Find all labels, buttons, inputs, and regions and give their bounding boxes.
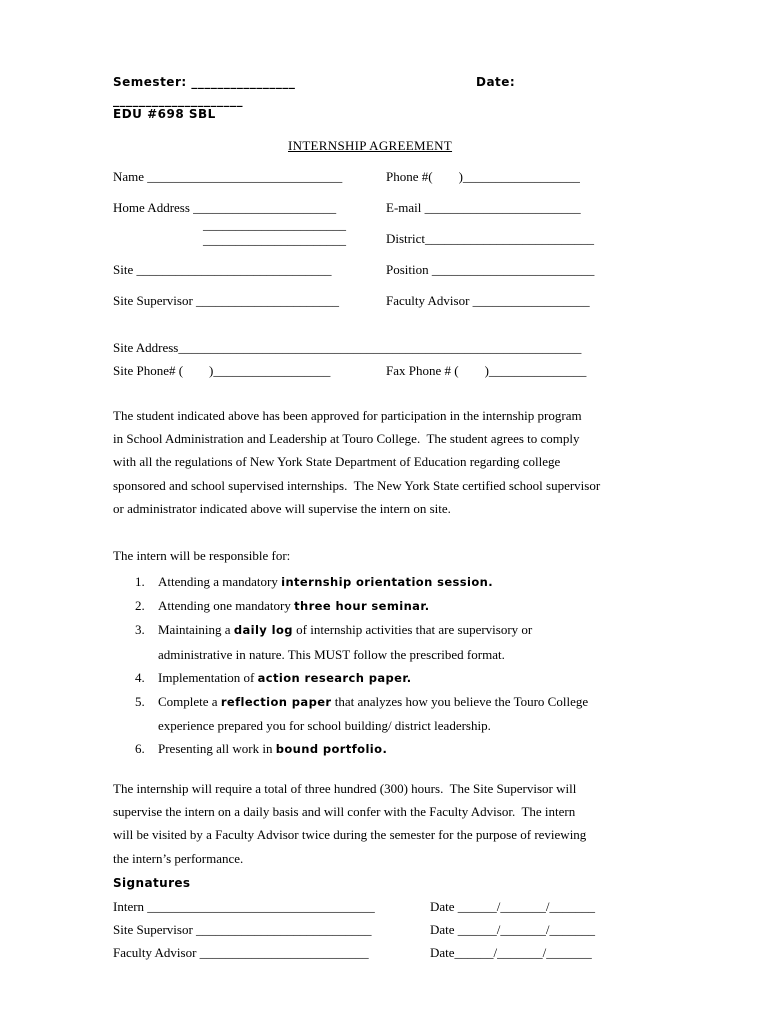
signatures-heading: Signatures: [113, 876, 191, 890]
home-address-line-2[interactable]: ______________________: [203, 217, 346, 232]
list-number: 3.: [135, 622, 145, 638]
name-field[interactable]: Name ______________________________: [113, 169, 343, 184]
site-supervisor-field[interactable]: Site Supervisor ______________________: [113, 293, 340, 308]
paragraph-line: The internship will require a total of three hundred (300) hours. The Site Supervisor will: [113, 781, 577, 796]
faculty-advisor-signature-field[interactable]: Faculty Advisor __________________________: [113, 945, 369, 960]
responsibilities-list: [113, 570, 678, 762]
responsibilities-intro: The intern will be responsible for:: [113, 548, 291, 563]
home-address-line-3[interactable]: ______________________: [203, 232, 346, 247]
list-item: [135, 666, 678, 690]
site-phone-field[interactable]: Site Phone# ( )__________________: [113, 363, 331, 378]
date-blank-line[interactable]: ____________________: [113, 93, 243, 107]
list-number: 6.: [135, 741, 145, 757]
site-address-field[interactable]: Site Address______________________________________________________________: [113, 340, 582, 355]
paragraph-line: supervise the intern on a daily basis and will confer with the Faculty Advisor. The intern: [113, 804, 576, 820]
item-text: Maintaining a: [158, 622, 234, 638]
site-supervisor-date-field[interactable]: Date ______/_______/_______: [430, 922, 596, 937]
paragraph-line: will be visited by a Faculty Advisor twice during the semester for the purpose of reviewing: [113, 827, 587, 843]
list-number: 5.: [135, 694, 145, 710]
faculty-advisor-field[interactable]: Faculty Advisor __________________: [386, 293, 590, 308]
paragraph-line: with all the regulations of New York State Department of Education regarding college: [113, 454, 561, 470]
home-address-field[interactable]: Home Address ______________________: [113, 200, 337, 215]
faculty-advisor-date-field[interactable]: Date______/_______/_______: [430, 945, 592, 960]
list-item: [135, 690, 678, 737]
item-text: Implementation of: [158, 669, 258, 685]
item-text-after: that analyzes how you believe the Touro College: [331, 694, 589, 710]
item-text: Attending one mandatory: [158, 598, 295, 614]
site-field[interactable]: Site ______________________________: [113, 262, 332, 277]
list-item: [135, 570, 678, 594]
list-number: 2.: [135, 598, 145, 614]
intern-date-field[interactable]: Date ______/_______/_______: [430, 899, 596, 914]
item-text: Presenting all work in: [158, 741, 276, 757]
list-item: [135, 594, 678, 618]
paragraph-line: in School Administration and Leadership at Touro College. The student agrees to comply: [113, 431, 580, 447]
hours-paragraph: [113, 777, 673, 870]
item-bold-text: reflection paper: [220, 695, 332, 710]
list-item: [135, 618, 678, 665]
item-text: Attending a mandatory: [158, 574, 282, 589]
district-field[interactable]: District__________________________: [386, 231, 594, 246]
semester-field[interactable]: Semester: ________________: [113, 75, 296, 89]
item-bold-text: action research paper.: [257, 670, 412, 685]
item-continuation: administrative in nature. This MUST follow the prescribed format.: [158, 646, 505, 662]
item-bold-text: three hour seminar.: [294, 599, 430, 614]
fax-phone-field[interactable]: Fax Phone # ( )_______________: [386, 363, 587, 378]
item-bold-text: internship orientation session.: [281, 575, 494, 589]
list-item: [135, 737, 678, 761]
item-text-after: of internship activities that are supervisory or: [292, 622, 533, 638]
email-field[interactable]: E-mail ________________________: [386, 200, 581, 215]
paragraph-line: The student indicated above has been approved for participation in the internship program: [113, 408, 582, 423]
item-bold-text: daily log: [233, 623, 293, 638]
position-field[interactable]: Position _________________________: [386, 262, 595, 277]
list-number: 4.: [135, 669, 145, 685]
course-code: EDU #698 SBL: [113, 107, 216, 121]
list-number: 1.: [135, 574, 145, 589]
item-text: Complete a: [158, 694, 221, 710]
intern-signature-field[interactable]: Intern ___________________________________: [113, 899, 375, 914]
phone-field[interactable]: Phone #( )__________________: [386, 169, 580, 184]
form-title: INTERNSHIP AGREEMENT: [288, 138, 453, 153]
item-bold-text: bound portfolio.: [275, 742, 388, 757]
site-supervisor-signature-field[interactable]: Site Supervisor ___________________________: [113, 922, 372, 937]
paragraph-line: the intern’s performance.: [113, 850, 244, 866]
item-continuation: experience prepared you for school building/ district leadership.: [158, 718, 491, 734]
paragraph-line: sponsored and school supervised internships. The New York State certified school supervisor: [113, 477, 601, 493]
date-label: Date:: [476, 75, 516, 89]
paragraph-line: or administrator indicated above will supervise the intern on site.: [113, 500, 451, 516]
approval-paragraph: [113, 404, 673, 520]
